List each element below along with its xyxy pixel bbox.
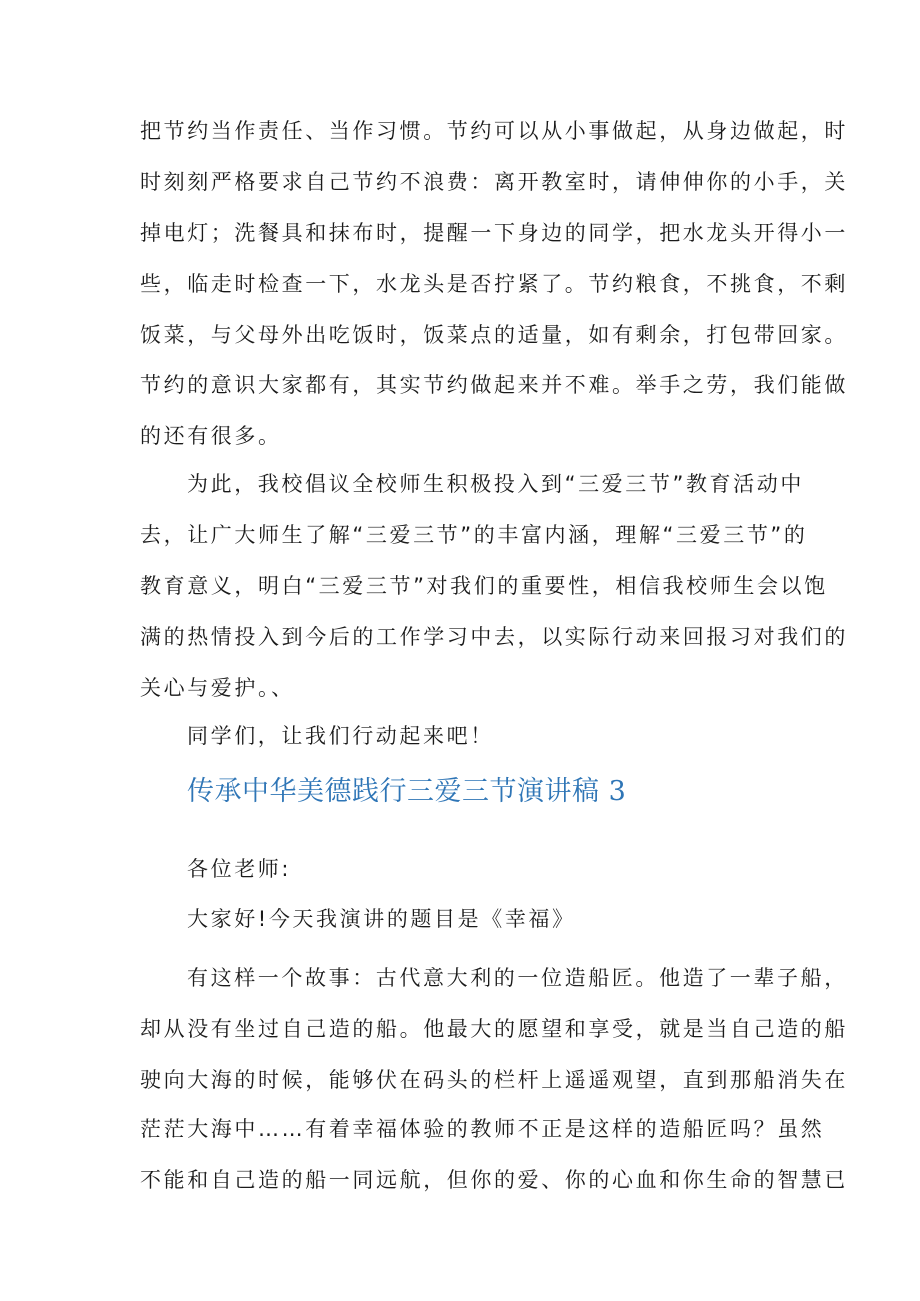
section-heading: 传承中华美德践行三爱三节演讲稿 3 (187, 776, 627, 807)
paragraph-line: 去，让广大师生了解“三爱三节”的丰富内涵，理解“三爱三节”的 (140, 523, 808, 547)
paragraph-line: 却从没有坐过自己造的船。他最大的愿望和享受，就是当自己造的船 (140, 1017, 848, 1041)
paragraph-line: 些，临走时检查一下，水龙头是否拧紧了。节约粮食，不挑食，不剩 (140, 272, 848, 296)
paragraph-line: 节约的意识大家都有，其实节约做起来并不难。举手之劳，我们能做 (140, 373, 848, 397)
paragraph-line: 饭菜，与父母外出吃饭时，饭菜点的适量，如有剩余，打包带回家。 (140, 323, 848, 347)
paragraph-line: 教育意义，明白“三爱三节”对我们的重要性，相信我校师生会以饱 (140, 574, 828, 598)
paragraph-line: 为此，我校倡议全校师生积极投入到“三爱三节”教育活动中 (187, 472, 804, 496)
paragraph-line: 时刻刻严格要求自己节约不浪费：离开教室时，请伸伸你的小手，关 (140, 170, 848, 194)
paragraph-line: 掉电灯；洗餐具和抹布时，提醒一下身边的同学，把水龙头开得小一 (140, 221, 848, 245)
paragraph-line: 驶向大海的时候，能够伏在码头的栏杆上遥遥观望，直到那船消失在 (140, 1068, 848, 1092)
paragraph-line: 的还有很多。 (140, 424, 282, 448)
paragraph-line: 不能和自己造的船一同远航，但你的爱、你的心血和你生命的智慧已 (140, 1168, 848, 1192)
paragraph-line: 把节约当作责任、当作习惯。节约可以从小事做起，从身边做起，时 (140, 119, 848, 143)
paragraph-line: 满的热情投入到今后的工作学习中去，以实际行动来回报习对我们的 (140, 625, 848, 649)
paragraph-line: 有这样一个故事：古代意大利的一位造船匠。他造了一辈子船， (187, 966, 848, 990)
salutation: 各位老师: (187, 857, 292, 881)
paragraph-line: 关心与爱护。、 (140, 676, 295, 700)
paragraph-line: 同学们，让我们行动起来吧！ (187, 724, 494, 748)
greeting: 大家好!今天我演讲的题目是《幸福》 (187, 907, 576, 931)
paragraph-line: 茫茫大海中……有着幸福体验的教师不正是这样的造船匠吗？虽然 (140, 1117, 825, 1141)
